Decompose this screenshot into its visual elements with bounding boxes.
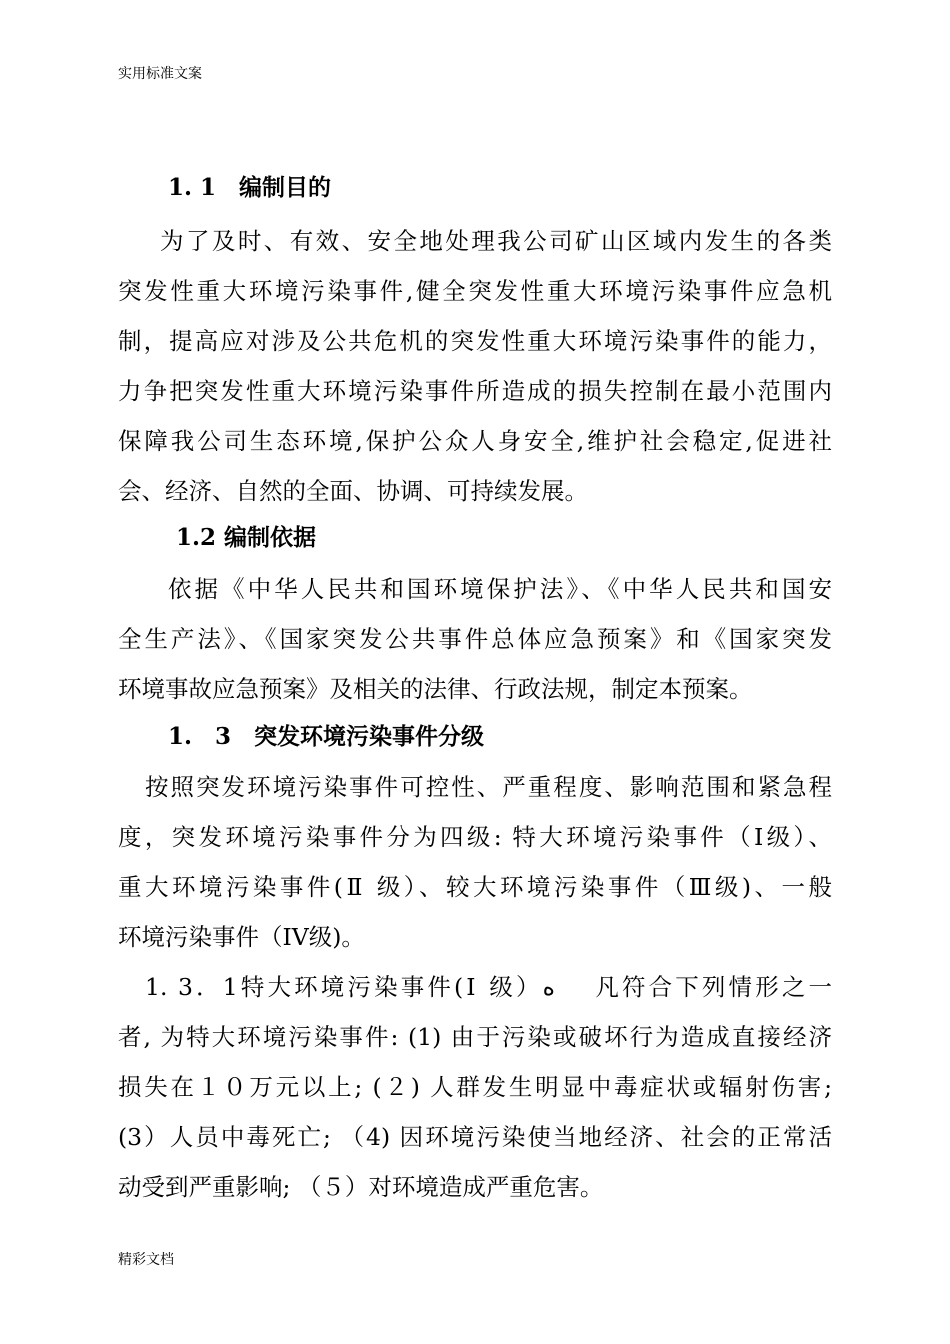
- section-1-1-line: 制，提高应对涉及公共危机的突发性重大环境污染事件的能力，: [118, 327, 832, 355]
- section-1-1-line: 为了及时、有效、安全地处理我公司矿山区域内发生的各类: [160, 227, 832, 255]
- page-header: 实用标准文案: [118, 66, 202, 82]
- section-1-1-line: 突发性重大环境污染事件,健全突发性重大环境污染事件应急机: [118, 277, 832, 305]
- section-1-3-heading: 1. 3 突发环境污染事件分级: [168, 723, 485, 750]
- section-1-3-line: 重大环境污染事件(Ⅱ 级）、较大环境污染事件（Ⅲ级)、一般: [118, 873, 832, 901]
- section-1-2-line: 全生产法》、《国家突发公共事件总体应急预案》和《国家突发: [118, 625, 832, 653]
- section-1-1-line: 会、经济、自然的全面、协调、可持续发展。: [118, 477, 588, 505]
- section-1-2-line: 依据《中华人民共和国环境保护法》、《中华人民共和国安: [168, 575, 832, 603]
- section-1-2-line: 环境事故应急预案》及相关的法律、行政法规，制定本预案。: [118, 675, 753, 703]
- section-1-1-line: 力争把突发性重大环境污染事件所造成的损失控制在最小范围内: [118, 377, 832, 405]
- section-1-3-1-line: 1. 3．1特大环境污染事件(Ⅰ 级）ه 凡符合下列情形之一: [145, 973, 832, 1001]
- page-footer: 精彩文档: [118, 1252, 174, 1268]
- section-1-3-line: 度，突发环境污染事件分为四级: 特大环境污染事件（Ⅰ级）、: [118, 823, 832, 851]
- section-1-3-1-line: 动受到严重影响; （５）对环境造成严重危害。: [118, 1173, 604, 1201]
- section-1-3-line: 按照突发环境污染事件可控性、严重程度、影响范围和紧急程: [145, 773, 832, 801]
- section-1-3-line: 环境污染事件（ⅠⅤ级)。: [118, 923, 365, 951]
- section-1-3-1-line: 损失在１０万元以上; (２) 人群发生明显中毒症状或辐射伤害;: [118, 1073, 832, 1101]
- section-1-3-1-line: 者, 为特大环境污染事件: (1) 由于污染或破坏行为造成直接经济: [118, 1023, 832, 1051]
- section-1-1-heading: 1. 1 编制目的: [168, 174, 332, 201]
- section-1-1-line: 保障我公司生态环境,保护公众人身安全,维护社会稳定,促进社: [118, 427, 832, 455]
- section-1-3-1-line: (3）人员中毒死亡; （4) 因环境污染使当地经济、社会的正常活: [118, 1123, 832, 1151]
- section-1-2-heading: 1.2 编制依据: [176, 524, 317, 551]
